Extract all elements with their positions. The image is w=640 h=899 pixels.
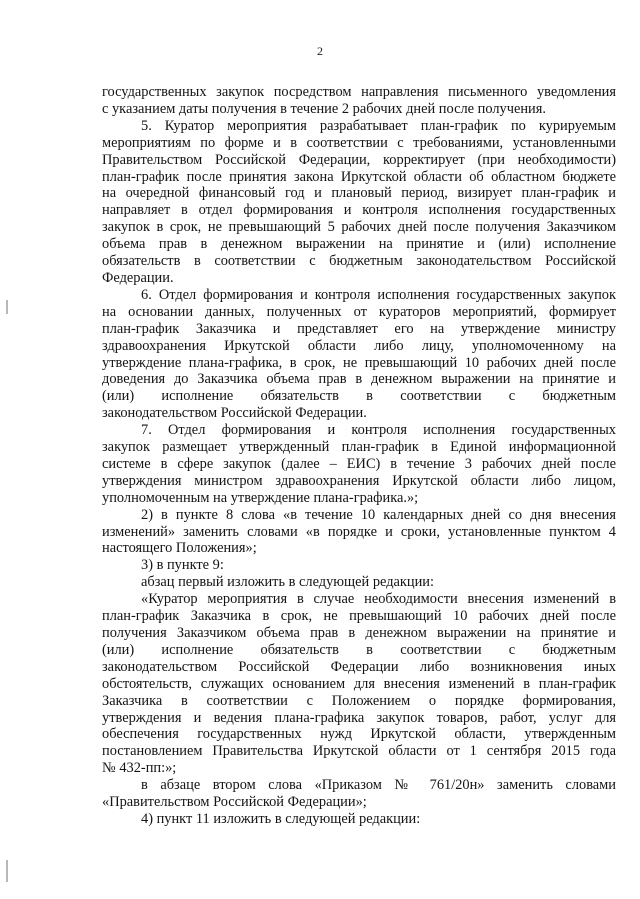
text-line: «Куратор мероприятия в случае необходимости внесения изменений в xyxy=(141,591,616,608)
paragraph-p-continued xyxy=(102,84,616,118)
text-line: настоящего Положения»; xyxy=(102,540,257,557)
text-line: № 432-пп:»; xyxy=(102,760,177,777)
text-line: план-график после принятия закона Иркутской области об областном бюджете xyxy=(102,168,616,185)
paragraph-p6 xyxy=(102,287,616,422)
text-line: государственных закупок посредством направления письменного уведомления xyxy=(102,84,616,100)
text-line: постановлением Правительства Иркутской области от 1 сентября 2015 года xyxy=(102,743,616,760)
text-line: (или) исполнение обязательств в соответствии с бюджетным xyxy=(102,641,616,658)
page-number: 2 xyxy=(317,44,323,58)
paragraph-item4 xyxy=(102,811,616,828)
text-line: 2) в пункте 8 слова «в течение 10 календарных дней со дня внесения xyxy=(141,506,616,523)
text-line: Федерации. xyxy=(102,269,174,286)
paragraph-item2 xyxy=(102,507,616,558)
text-line: законодательством Российской Федерации либо возникновения иных xyxy=(102,658,616,675)
text-line: утверждения министром здравоохранения Иркутской области либо лицом, xyxy=(102,472,616,489)
text-line: Заказчика в соответствии с Положением о порядке формирования, xyxy=(102,692,616,709)
paragraph-item3-b xyxy=(102,777,616,811)
text-line: на очередной финансовый год и плановый период, визирует план-график и xyxy=(102,185,616,202)
text-line: план-график Заказчика и представляет его на утверждение министру xyxy=(102,320,616,337)
document-body xyxy=(102,84,616,828)
text-line: план-график Заказчика в срок, не превышающий 10 рабочих дней после xyxy=(102,608,616,625)
text-line: в абзаце втором слова «Приказом № 761/20н» заменить словами xyxy=(141,777,616,794)
text-line: обстоятельств, служащих основанием для внесения изменений в план-график xyxy=(102,675,616,692)
text-line: 6. Отдел формирования и контроля исполнения государственных закупок xyxy=(141,286,616,303)
scan-margin-mark xyxy=(6,860,8,882)
paragraph-item3 xyxy=(102,557,616,574)
text-line: 3) в пункте 9: xyxy=(141,557,224,574)
text-line: на основании данных, полученных от кураторов мероприятий, формирует xyxy=(102,303,616,320)
text-line: законодательством Российской Федерации. xyxy=(102,405,367,422)
text-line: системе в сфере закупок (далее – ЕИС) в течение 3 рабочих дней после xyxy=(102,455,616,472)
text-line: здравоохранения Иркутской области либо лицу, уполномоченному на xyxy=(102,337,616,354)
text-line: изменений» заменить словами «в порядке и сроки, установленные пунктом 4 xyxy=(102,523,616,540)
text-line: мероприятиям по форме и в соответствии с требованиями, установленными xyxy=(102,134,616,151)
text-line: (или) исполнение обязательств в соответствии с бюджетным xyxy=(102,388,616,405)
text-line: закупок размещает утвержденный план-график в Единой информационной xyxy=(102,439,616,456)
text-line: с указанием даты получения в течение 2 рабочих дней после получения. xyxy=(102,100,546,117)
text-line: обязательств в соответствии с бюджетным законодательством Российской xyxy=(102,253,616,270)
paragraph-p5 xyxy=(102,118,616,287)
text-line: получения Заказчиком объема прав в денежном выражении на принятие и xyxy=(102,625,616,641)
text-line: Правительством Российской Федерации, корректирует (при необходимости) xyxy=(102,151,616,168)
paragraph-item3-quote xyxy=(102,591,616,777)
paragraph-item3-a xyxy=(102,574,616,591)
text-line: направляет в отдел формирования и контроля исполнения государственных xyxy=(102,202,616,219)
text-line: закупок в срок, не превышающий 5 рабочих дней после получения Заказчиком xyxy=(102,219,616,236)
text-line: абзац первый изложить в следующей редакции: xyxy=(141,574,435,591)
text-line: доведения до Заказчика объема прав в денежном выражении на принятие и xyxy=(102,371,616,388)
scan-margin-mark xyxy=(6,300,8,314)
text-line: «Правительством Российской Федерации»; xyxy=(102,794,367,811)
paragraph-p7 xyxy=(102,422,616,507)
text-line: 4) пункт 11 изложить в следующей редакции: xyxy=(141,810,421,827)
text-line: обеспечения государственных нужд Иркутской области, утвержденным xyxy=(102,726,616,743)
text-line: 5. Куратор мероприятия разрабатывает план-график по курируемым xyxy=(141,117,616,134)
text-line: утверждения и ведения плана-графика закупок товаров, работ, услуг для xyxy=(102,709,616,726)
text-line: уполномоченным на утверждение плана-графика.»; xyxy=(102,489,419,506)
text-line: объема прав в денежном выражении на принятие и (или) исполнение xyxy=(102,236,616,253)
text-line: утверждение плана-графика, в срок, не превышающий 10 рабочих дней после xyxy=(102,354,616,371)
text-line: 7. Отдел формирования и контроля исполнения государственных xyxy=(141,422,616,439)
